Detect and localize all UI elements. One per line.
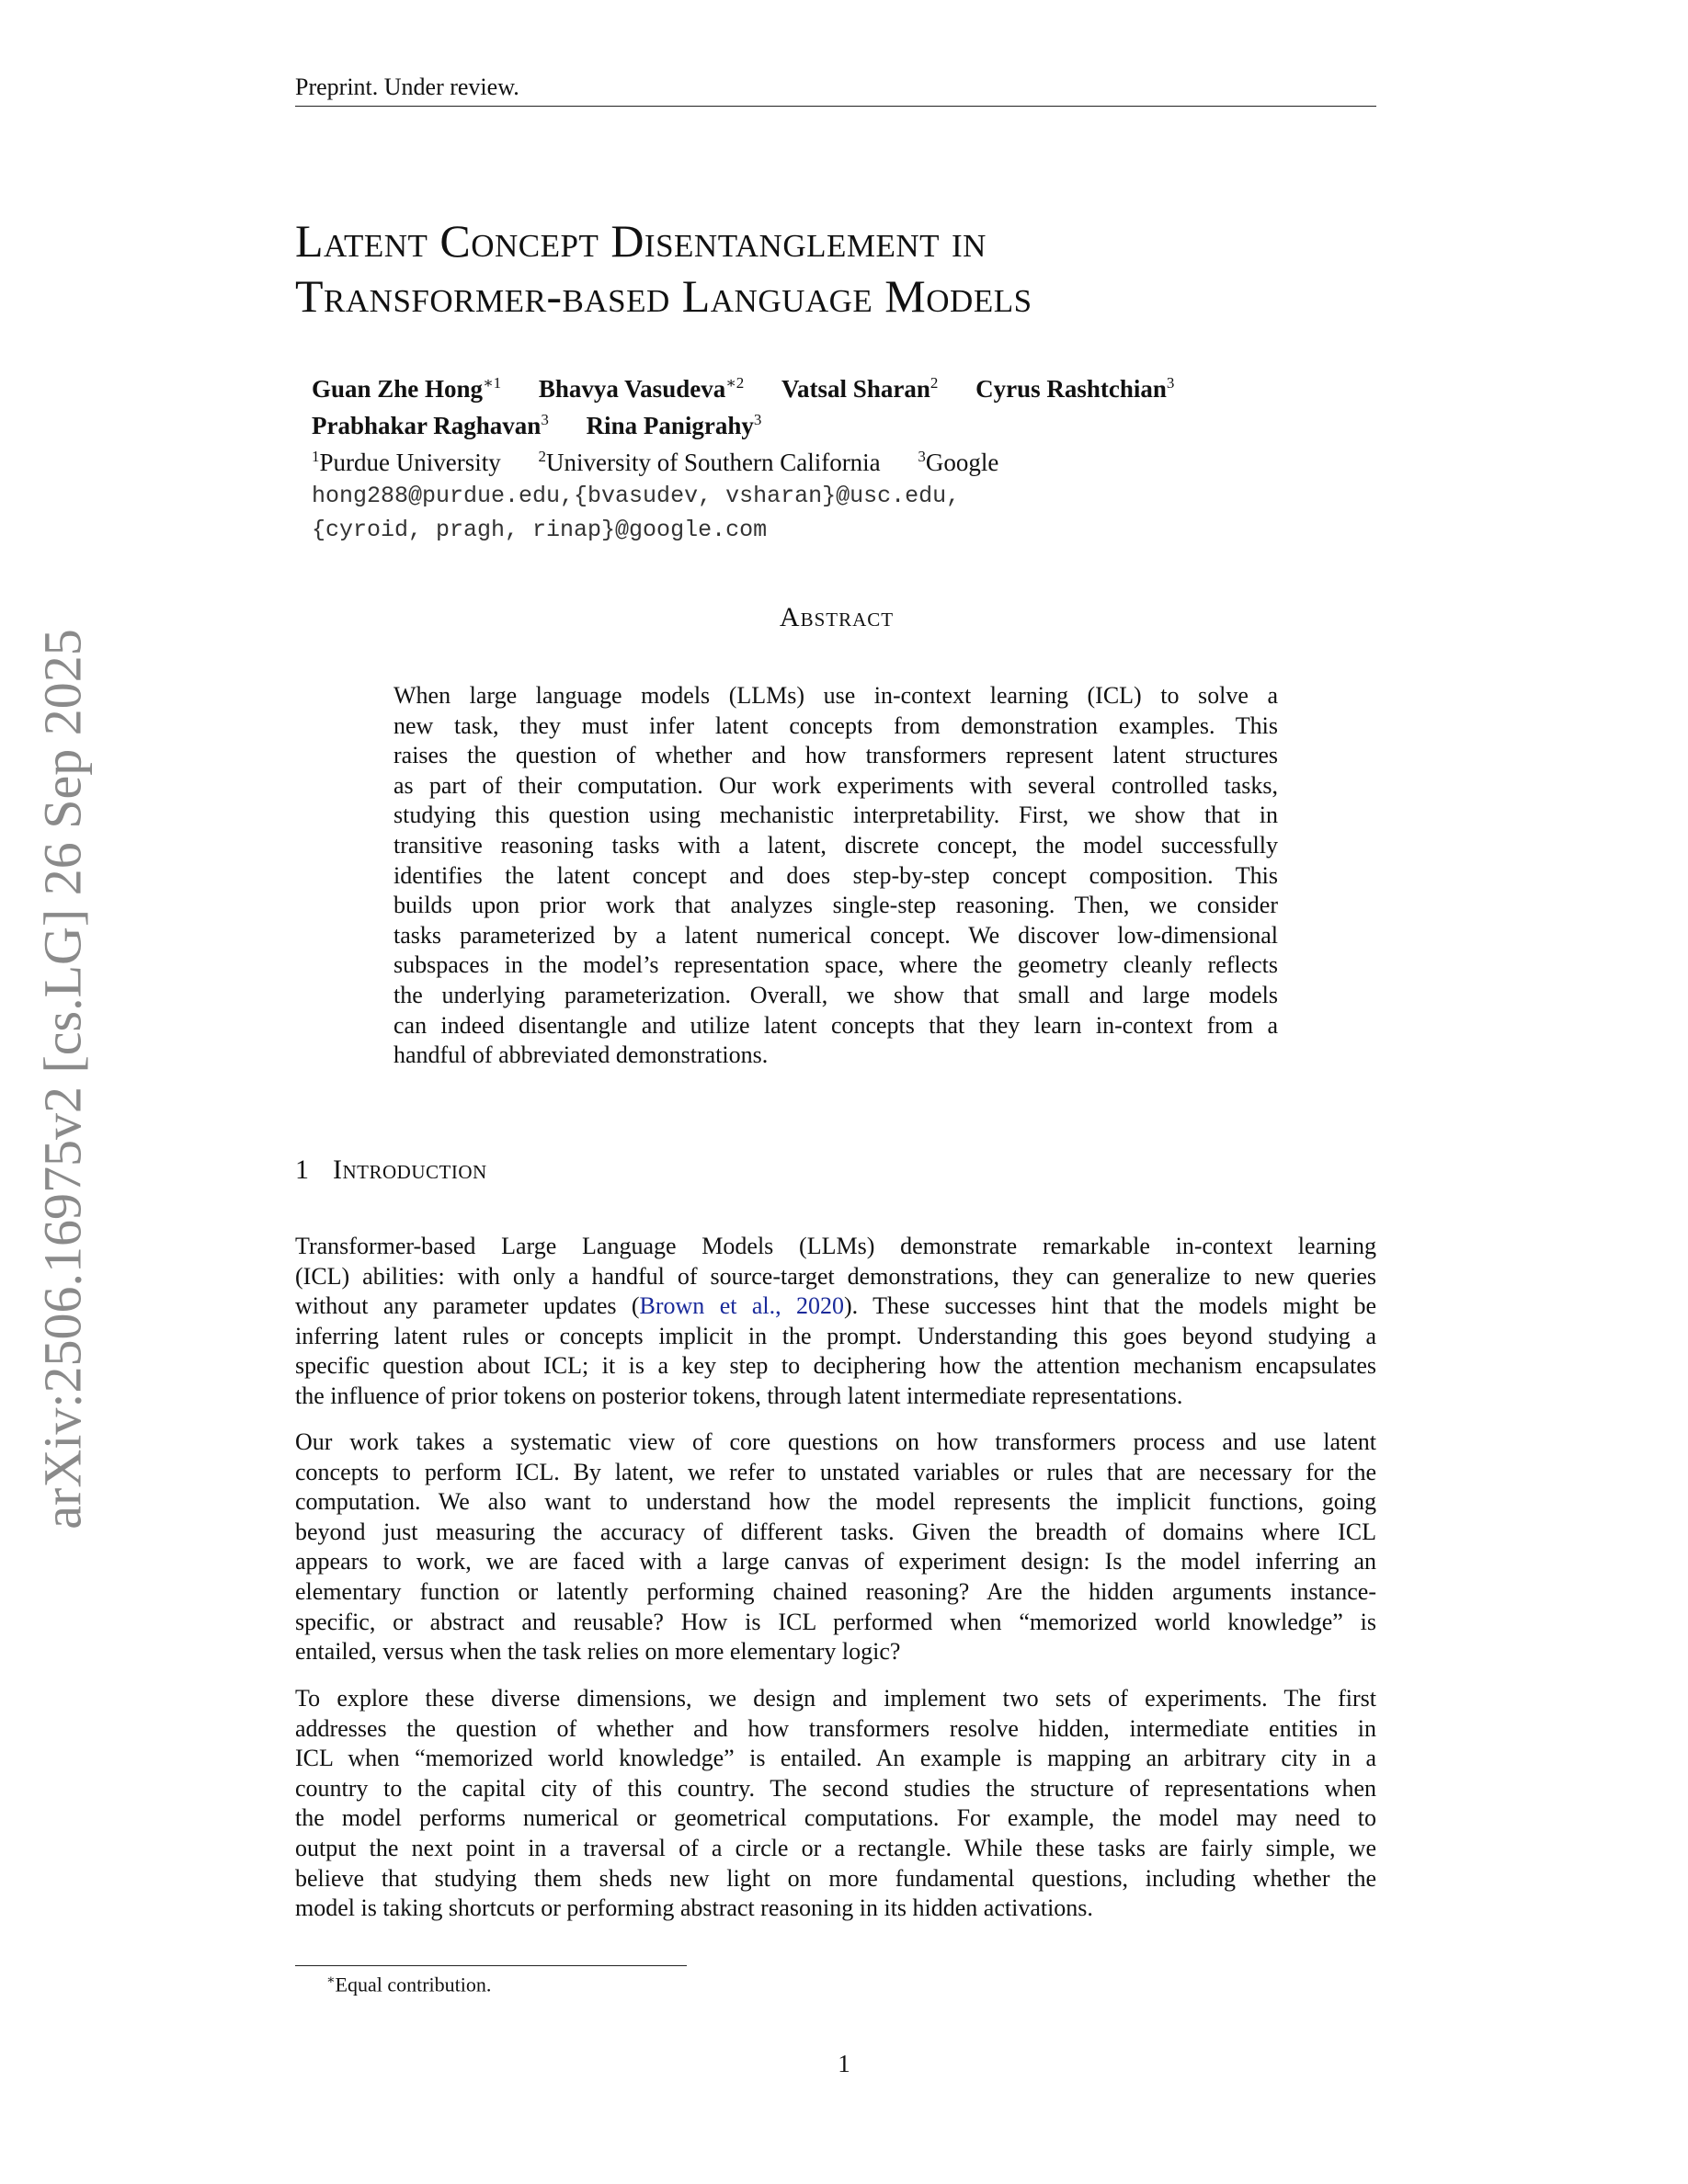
abstract-heading: Abstract xyxy=(779,602,895,632)
text-line: output the next point in a traversal of a circle or a rectangle. While these tasks are fairly simple, we xyxy=(295,1834,1376,1861)
text-line: computation. We also want to understand how the model represents the implicit functions, going xyxy=(295,1488,1376,1516)
author-name: Vatsal Sharan$^2$ xyxy=(781,374,939,403)
text-line: specific question about ICL; it is a key step to deciphering how the attention mechanism encapsulates xyxy=(295,1352,1376,1380)
citation-link[interactable]: Brown et al., 2020 xyxy=(639,1292,844,1320)
text-line: appears to work, we are faced with a large canvas of experiment design: Is the model inferring an xyxy=(295,1548,1376,1575)
title-line: Latent Concept Disentanglement in xyxy=(295,215,987,267)
author-name: Bhavya Vasudeva$^{∗2}$ xyxy=(538,374,745,403)
section-title: Introduction xyxy=(333,1155,487,1185)
text-line: ICL when “memorized world knowledge” is entailed. An example is mapping an arbitrary city in a xyxy=(295,1745,1376,1772)
author-name: Rina Panigrahy$^3$ xyxy=(586,411,762,439)
header-rule xyxy=(295,106,1376,107)
text-line: Transformer-based Large Language Models (LLMs) demonstrate remarkable in-context learning xyxy=(295,1233,1376,1259)
author-line xyxy=(312,404,1205,441)
text-line: beyond just measuring the accuracy of different tasks. Given the breadth of domains where ICL xyxy=(295,1518,1376,1545)
page-number: 1 xyxy=(838,2050,850,2077)
arxiv-identifier-stamp: arXiv:2506.16975v2 [cs.LG] 26 Sep 2025 xyxy=(32,629,93,1530)
email-line xyxy=(312,512,1205,546)
text-line: inferring latent rules or concepts implicit in the prompt. Understanding this goes beyond studying a xyxy=(295,1322,1376,1349)
text-line: When large language models (LLMs) use in-context learning (ICL) to solve a xyxy=(393,682,1278,709)
author-name: Guan Zhe Hong$^{∗1}$ xyxy=(312,374,502,403)
affiliation: $^1$Purdue University xyxy=(312,448,501,476)
text-line: To explore these diverse dimensions, we design and implement two sets of experiments. The first xyxy=(295,1685,1376,1712)
footnote: ∗Equal contribution. xyxy=(326,1973,492,1996)
intro-paragraph-3 xyxy=(295,1684,1376,1924)
text-line: can indeed disentangle and utilize latent concepts that they learn in-context from a xyxy=(393,1011,1278,1039)
text-line: raises the question of whether and how transformers represent latent structures xyxy=(393,742,1278,769)
affiliations xyxy=(312,441,1205,478)
email-line xyxy=(312,478,1205,512)
text-line: tasks parameterized by a latent numerical concept. We discover low-dimensional xyxy=(393,921,1278,949)
author-block xyxy=(312,368,1205,546)
intro-paragraph-2 xyxy=(295,1428,1376,1667)
author-name: Prabhakar Raghavan$^3$ xyxy=(312,411,549,439)
text-line: country to the capital city of this country. The second studies the structure of representations when xyxy=(295,1774,1376,1802)
text-line: addresses the question of whether and how transformers resolve hidden, intermediate entities in xyxy=(295,1714,1376,1742)
text-line: the underlying parameterization. Overall, we show that small and large models xyxy=(393,981,1278,1008)
text-line: the influence of prior tokens on posterior tokens, through latent intermediate representations. xyxy=(295,1382,1183,1409)
text-line: (ICL) abilities: with only a handful of source-target demonstrations, they can generalize to new queries xyxy=(295,1262,1376,1290)
text-line: identifies the latent concept and does step-by-step concept composition. This xyxy=(393,861,1278,889)
text-line: handful of abbreviated demonstrations. xyxy=(393,1041,769,1069)
paper-title xyxy=(295,213,1032,324)
text-line: specific, or abstract and reusable? How is ICL performed when “memorized world knowledge” is xyxy=(295,1608,1376,1635)
text-line: concepts to perform ICL. By latent, we refer to unstated variables or rules that are necessary for the xyxy=(295,1458,1376,1485)
affiliation: $^2$University of Southern California xyxy=(538,448,881,476)
section-number: 1 xyxy=(295,1155,309,1185)
author-name: Cyrus Rashtchian$^3$ xyxy=(975,374,1175,403)
text-line: the model performs numerical or geometrical computations. For example, the model may need to xyxy=(295,1804,1376,1832)
email[interactable]: {cyroid, pragh, rinap}@google.com xyxy=(312,517,768,543)
text-line: new task, they must infer latent concepts from demonstration examples. This xyxy=(393,711,1278,739)
running-head: Preprint. Under review. xyxy=(295,74,519,100)
text-line: Our work takes a systematic view of core questions on how transformers process and use latent xyxy=(295,1428,1376,1455)
text-line: studying this question using mechanistic interpretability. First, we show that in xyxy=(393,802,1278,829)
title-line: Transformer-based Language Models xyxy=(295,270,1032,322)
email[interactable]: {bvasudev, vsharan}@usc.edu, xyxy=(574,483,961,509)
footnote-rule xyxy=(295,1965,687,1966)
email[interactable]: hong288@purdue.edu, xyxy=(312,483,575,509)
text-line: believe that studying them sheds new light on more fundamental questions, including whether the xyxy=(295,1864,1376,1892)
text-line: subspaces in the model’s representation space, where the geometry cleanly reflects xyxy=(393,951,1278,979)
text-line: builds upon prior work that analyzes single-step reasoning. Then, we consider xyxy=(393,892,1278,919)
text-line: elementary function or latently performing chained reasoning? Are the hidden arguments instance- xyxy=(295,1577,1376,1605)
author-line xyxy=(312,368,1205,404)
affiliation: $^3$Google xyxy=(918,448,999,476)
abstract-body xyxy=(393,681,1278,1071)
text-line: entailed, versus when the task relies on more elementary logic? xyxy=(295,1638,901,1666)
intro-paragraph-1 xyxy=(295,1232,1376,1412)
text-line: transitive reasoning tasks with a latent, discrete concept, the model successfully xyxy=(393,831,1278,859)
text-line: without any parameter updates (Brown et al., 2020). These successes hint that the models might be xyxy=(295,1292,1376,1320)
text-line: model is taking shortcuts or performing abstract reasoning in its hidden activations. xyxy=(295,1894,1093,1922)
section-heading-introduction xyxy=(295,1155,487,1186)
text-line: as part of their computation. Our work experiments with several controlled tasks, xyxy=(393,771,1278,799)
